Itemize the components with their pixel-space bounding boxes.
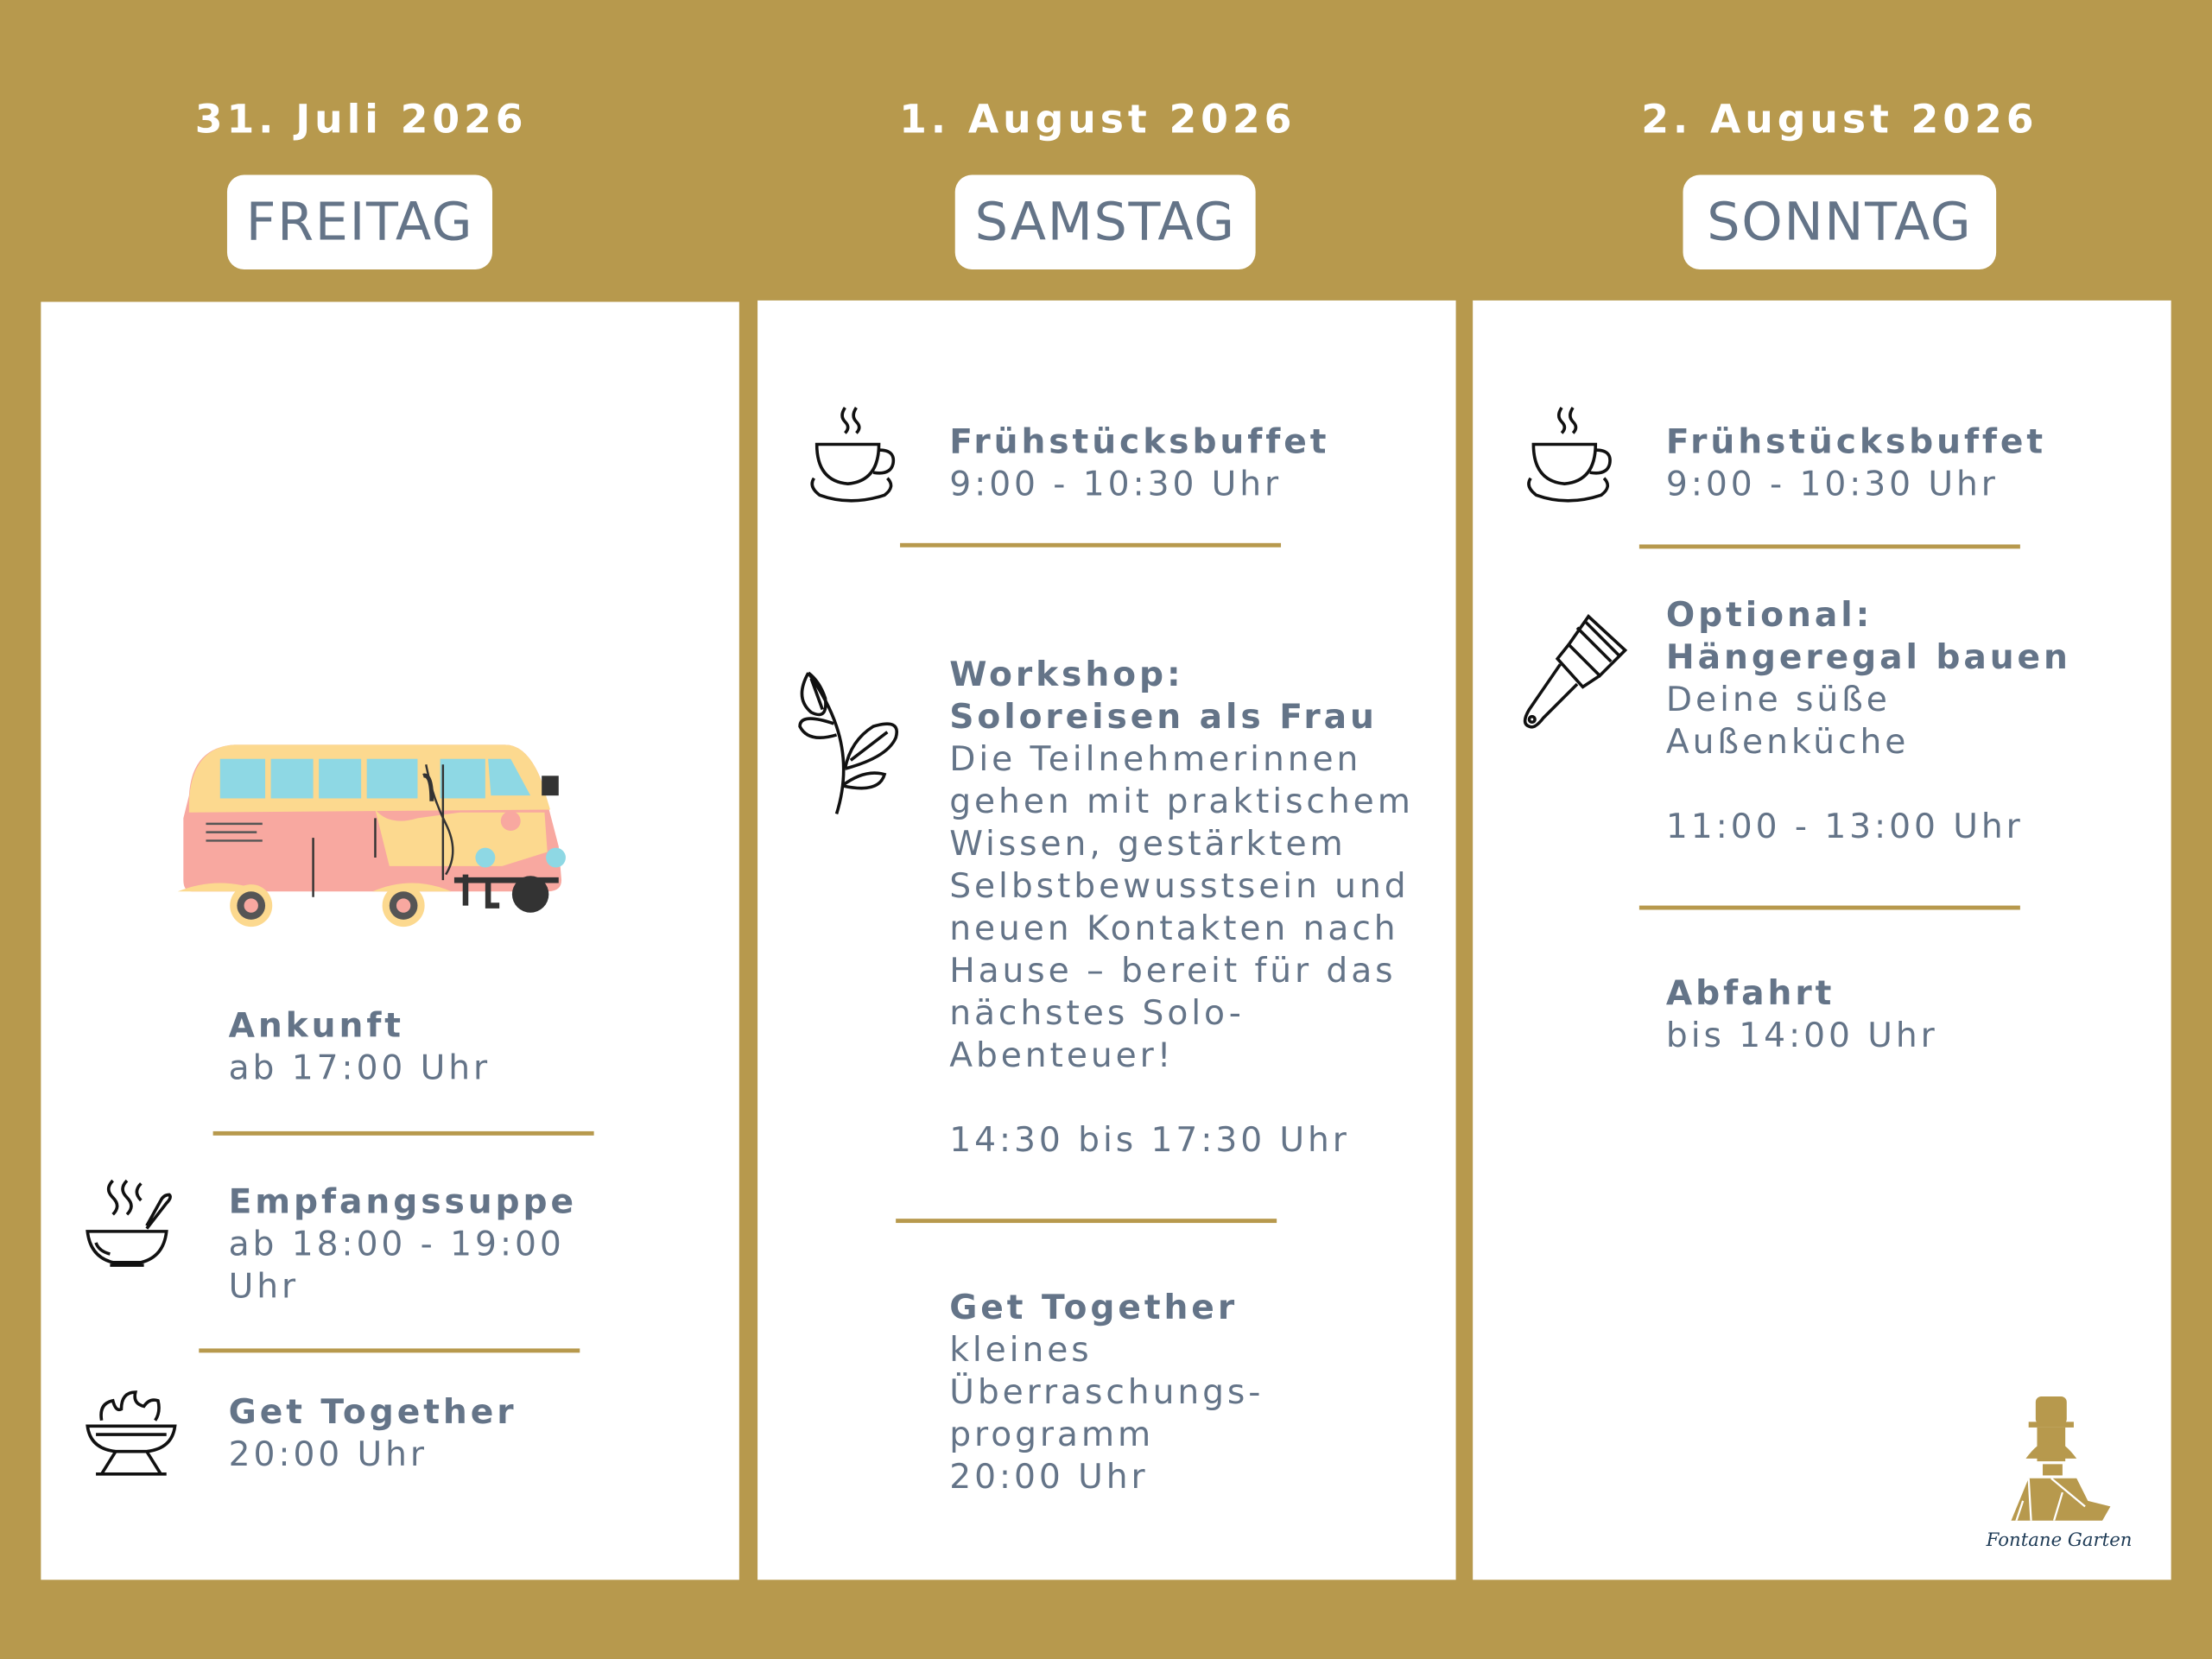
event-title: Workshop: — [949, 654, 1184, 694]
event-get-together-saturday — [949, 1287, 1264, 1498]
weekday-saturday: SAMSTAG — [955, 175, 1256, 269]
date-sunday: 2. August 2026 — [1641, 96, 2038, 142]
event-desc-line: Abenteuer! — [949, 1035, 1175, 1075]
event-get-together-friday — [229, 1390, 517, 1475]
event-soup — [229, 1181, 577, 1308]
event-time: 9:00 - 10:30 Uhr — [1665, 464, 1999, 504]
logo-text: Fontane Garten — [1986, 1530, 2133, 1552]
event-desc: Außenküche — [1665, 722, 1910, 762]
camper-van-icon — [178, 739, 573, 931]
event-desc-line: gehen mit praktischem — [949, 781, 1414, 821]
event-title: Get Together — [949, 1288, 1239, 1327]
event-title: Get Together — [228, 1392, 517, 1432]
event-time: ab 18:00 - 19:00 — [228, 1224, 565, 1264]
divider — [1639, 906, 2020, 910]
date-friday: 31. Juli 2026 — [194, 96, 528, 142]
event-time-cont: Uhr — [228, 1266, 300, 1307]
panel-friday — [41, 302, 738, 1580]
divider — [900, 543, 1281, 548]
divider — [199, 1348, 580, 1352]
event-title: Frühstücksbuffet — [949, 421, 1330, 462]
fontane-garten-logo — [1986, 1394, 2133, 1557]
event-desc-line: Hause – bereit für das — [949, 950, 1397, 991]
divider — [213, 1131, 594, 1136]
event-desc-line: nächstes Solo- — [949, 992, 1245, 1033]
event-desc: Überraschungs- — [949, 1372, 1264, 1412]
divider — [896, 1219, 1277, 1223]
event-desc: Deine süße — [1665, 680, 1891, 719]
weekday-sunday: SONNTAG — [1683, 175, 1997, 269]
logo-figure-icon — [1987, 1394, 2122, 1521]
event-time: 9:00 - 10:30 Uhr — [949, 464, 1283, 504]
event-workshop — [949, 653, 1414, 1161]
event-title: Ankunft — [228, 1005, 404, 1046]
leaf-branch-icon — [795, 670, 908, 820]
event-time: 20:00 Uhr — [228, 1434, 428, 1474]
soup-bowl-icon — [85, 1178, 175, 1274]
date-saturday: 1. August 2026 — [899, 96, 1296, 142]
event-title: Empfangssuppe — [228, 1181, 577, 1222]
event-time: 14:30 bis 17:30 Uhr — [949, 1119, 1350, 1160]
fire-bowl-icon — [85, 1390, 178, 1477]
weekday-friday: FREITAG — [227, 175, 492, 269]
coffee-cup-icon — [1521, 405, 1617, 507]
event-desc-line: Wissen, gestärktem — [949, 823, 1347, 864]
event-title: Hängeregal bauen — [1665, 637, 2071, 677]
paint-brush-icon — [1521, 613, 1628, 731]
event-title: Abfahrt — [1665, 972, 1835, 1013]
event-title: Optional: — [1665, 595, 1873, 635]
event-optional-workshop — [1666, 594, 2071, 848]
event-time: ab 17:00 Uhr — [228, 1048, 491, 1088]
event-desc: programm — [949, 1415, 1155, 1454]
event-departure — [1666, 972, 1938, 1056]
event-title: Frühstücksbuffet — [1665, 421, 2047, 462]
event-arrival — [229, 1004, 491, 1089]
event-desc-line: Die Teilnehmerinnen — [949, 738, 1362, 779]
event-time: 11:00 - 13:00 Uhr — [1665, 807, 2024, 846]
coffee-cup-icon — [806, 405, 899, 507]
event-breakfast-saturday — [949, 421, 1329, 505]
event-time: 20:00 Uhr — [949, 1457, 1149, 1497]
event-time: bis 14:00 Uhr — [1665, 1015, 1938, 1055]
event-title: Soloreisen als Frau — [949, 696, 1378, 737]
event-desc-line: neuen Kontakten nach — [949, 908, 1399, 948]
event-desc-line: Selbstbewusstsein und — [949, 865, 1410, 906]
divider — [1639, 544, 2020, 548]
event-breakfast-sunday — [1666, 421, 2046, 505]
event-desc: kleines — [949, 1330, 1093, 1370]
